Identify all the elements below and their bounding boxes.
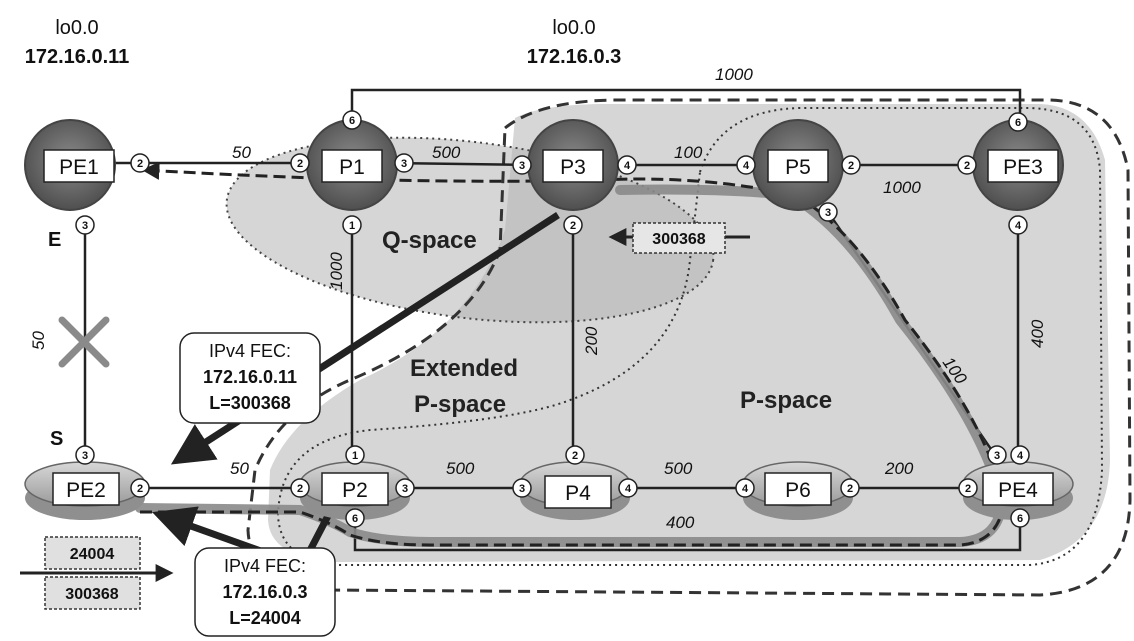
port-badge-p4-3	[513, 479, 531, 497]
router-p3-label: P3	[560, 156, 586, 179]
port-badge-p6-2	[841, 479, 859, 497]
port-number: 2	[569, 220, 577, 232]
port-badge-pe2-3	[76, 446, 94, 464]
extended-p-space-label-line1: Extended	[410, 355, 519, 382]
router-p6[interactable]	[743, 462, 853, 520]
port-number: 2	[571, 450, 579, 462]
port-badge-p4-4	[619, 479, 637, 497]
p3-loopback-address: 172.16.0.3	[526, 46, 622, 68]
pe1-loopback-iface: lo0.0	[55, 17, 99, 39]
node-letter-s: S	[50, 428, 64, 450]
svg-text:300368: 300368	[652, 231, 706, 248]
metric-top-1000: 1000	[715, 65, 753, 84]
port-badge-pe1-2	[131, 154, 149, 172]
p-space-label: P-space	[740, 387, 833, 414]
router-pe1-label: PE1	[59, 156, 99, 179]
router-pe3[interactable]	[973, 120, 1063, 210]
router-p1-label: P1	[339, 156, 365, 179]
node-letter-e: E	[48, 229, 62, 251]
metric-p2-pe4: 400	[666, 513, 695, 532]
port-number: 6	[1016, 513, 1024, 525]
label-stack-top: 24004	[69, 546, 115, 563]
port-number: 1	[348, 220, 356, 232]
fec-upper-line3: L=300368	[209, 393, 291, 413]
metric-p1-p2: 1000	[327, 252, 346, 290]
router-p6-label: P6	[785, 479, 811, 502]
port-number: 3	[518, 160, 526, 172]
extended-p-space-label-line2: P-space	[414, 391, 507, 418]
pe1-loopback-address: 172.16.0.11	[24, 46, 130, 68]
port-number: 1	[351, 450, 359, 462]
port-number: 2	[847, 160, 855, 172]
port-number: 2	[136, 483, 144, 495]
metric-pe2-p2: 50	[230, 459, 249, 478]
port-number: 2	[964, 483, 972, 495]
router-pe2-label: PE2	[66, 479, 106, 502]
port-badge-p2-3	[396, 479, 414, 497]
port-number: 3	[518, 483, 526, 495]
port-badge-p5-2	[842, 156, 860, 174]
router-p4[interactable]	[520, 462, 630, 520]
port-number: 3	[401, 483, 409, 495]
fec-callout-lower	[195, 548, 335, 636]
port-badge-pe4-6	[1011, 509, 1029, 527]
port-number: 4	[1016, 450, 1024, 462]
port-badge-p3-2	[564, 216, 582, 234]
port-badge-p3-4	[618, 156, 636, 174]
router-pe1[interactable]	[25, 120, 115, 210]
port-badge-p6-4	[736, 479, 754, 497]
fec-lower-line2: 172.16.0.3	[222, 582, 308, 602]
router-p5[interactable]	[753, 120, 843, 210]
port-badge-p5-4	[737, 156, 755, 174]
label-box-p3-incoming	[633, 223, 725, 253]
fec-upper-line2: 172.16.0.11	[202, 367, 298, 387]
port-number: 6	[1014, 117, 1022, 129]
metric-pe1-pe2: 50	[29, 331, 48, 350]
metric-p2-p4: 500	[446, 459, 475, 478]
metric-p5-pe3: 1000	[883, 178, 921, 197]
port-badge-p4-2	[566, 446, 584, 464]
port-number: 3	[400, 158, 408, 170]
port-badge-p1-1	[343, 216, 361, 234]
metric-p6-pe4: 200	[885, 459, 914, 478]
p3-loopback-iface: lo0.0	[552, 17, 596, 39]
metric-p5-pe4: 100	[938, 353, 971, 388]
fec-callout-upper	[180, 333, 320, 423]
port-number: 4	[1014, 220, 1022, 232]
metric-pe1-p1: 50	[232, 143, 251, 162]
port-number: 4	[741, 483, 749, 495]
port-badge-p1-2	[291, 154, 309, 172]
port-badge-pe4-2	[959, 479, 977, 497]
metric-p4-p6: 500	[664, 459, 693, 478]
router-pe3-label: PE3	[1003, 156, 1043, 179]
port-number: 3	[993, 450, 1001, 462]
metric-p3-p4: 200	[582, 326, 601, 355]
router-pe4-label: PE4	[998, 479, 1038, 502]
router-p3[interactable]	[528, 120, 618, 210]
port-badge-p2-2	[291, 479, 309, 497]
router-p5-label: P5	[785, 156, 811, 179]
port-badge-pe3-4	[1009, 216, 1027, 234]
port-badge-pe2-2	[131, 479, 149, 497]
port-number: 3	[824, 207, 832, 219]
port-number: 2	[296, 483, 304, 495]
router-p2-label: P2	[342, 479, 368, 502]
port-badge-p2-6	[346, 509, 364, 527]
metric-p1-p3: 500	[432, 143, 461, 162]
label-stack-bottom: 300368	[65, 586, 119, 603]
port-badge-pe4-3	[988, 446, 1006, 464]
port-number: 2	[296, 158, 304, 170]
port-badge-p2-1	[346, 446, 364, 464]
port-badge-p3-3	[513, 156, 531, 174]
fec-lower-line3: L=24004	[229, 608, 301, 628]
metric-pe3-pe4: 400	[1028, 319, 1047, 348]
q-space-label: Q-space	[382, 227, 477, 254]
port-badge-p1-6	[343, 111, 361, 129]
port-badge-pe4-4	[1011, 446, 1029, 464]
fec-upper-line1: IPv4 FEC:	[208, 341, 292, 361]
port-number: 3	[81, 450, 89, 462]
port-badge-p1-3	[395, 154, 413, 172]
fec-lower-line1: IPv4 FEC:	[223, 556, 307, 576]
port-number: 4	[624, 483, 632, 495]
port-number: 4	[742, 160, 750, 172]
port-number: 4	[623, 160, 631, 172]
metric-p3-p5: 100	[674, 143, 703, 162]
router-pe2[interactable]	[25, 462, 145, 520]
port-number: 2	[136, 158, 144, 170]
router-p4-label: P4	[565, 482, 591, 505]
port-number: 2	[963, 160, 971, 172]
router-p1[interactable]	[307, 120, 397, 210]
port-number: 6	[348, 115, 356, 127]
port-badge-pe3-2	[958, 156, 976, 174]
port-badge-pe1-3	[76, 216, 94, 234]
port-number: 3	[81, 220, 89, 232]
port-badge-p5-3	[819, 203, 837, 221]
port-badge-pe3-6	[1009, 113, 1027, 131]
port-number: 2	[846, 483, 854, 495]
port-number: 6	[351, 513, 359, 525]
